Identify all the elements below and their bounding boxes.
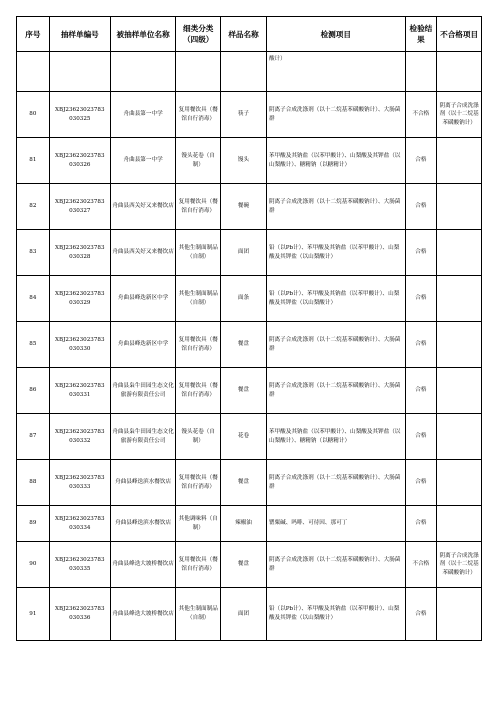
cell-code: XBJ23623023783 030336 [49,588,110,641]
table-row [17,138,482,184]
cell-result: 合格 [405,506,437,542]
cell-category: 馒头花卷（自制） [176,138,221,184]
table-row [17,414,482,460]
cell-seq: 84 [17,276,50,322]
header-sample: 样品名称 [221,17,267,52]
cell-seq: 87 [17,414,50,460]
cell-sample: 餐盘 [221,368,267,414]
cell-code: XBJ23623023783 030325 [49,92,110,138]
cell-sample: 餐盘 [221,322,267,368]
cell-fail [437,138,482,184]
cell-category: 馒头花卷（自制） [176,414,221,460]
cell-code: XBJ23623023783 030332 [49,414,110,460]
table-row [17,588,482,641]
cell-seq: 86 [17,368,50,414]
cell-fail: 阴离子合成洗涤剂（以十二烷基苯磺酸钠计） [437,542,482,588]
cell-category: 其他生制面制品（自制） [176,276,221,322]
cell-unit: 舟曲县峰迭新区中学 [110,322,175,368]
table-row [17,322,482,368]
cell-seq: 91 [17,588,50,641]
cell-items: 阴离子合成洗涤剂（以十二烷基苯磺酸钠计）、大肠菌群 [266,92,405,138]
cell-items: 苯甲酸及其钠盐（以苯甲酸计）、山梨酸及其钾盐（以山梨酸计）、糖精钠（以糖精计） [266,414,405,460]
cell-sample: 馒头 [221,138,267,184]
cell-result: 合格 [405,230,437,276]
cell-code: XBJ23623023783 030333 [49,460,110,506]
cell-seq: 85 [17,322,50,368]
cell-code [49,52,110,92]
cell-sample: 餐碗 [221,184,267,230]
cell-seq [17,52,50,92]
cell-code: XBJ23623023783 030329 [49,276,110,322]
cell-unit: 舟曲县峰迭大坡桥餐饮店 [110,588,175,641]
cell-items: 铅（以Pb计）、苯甲酸及其钠盐（以苯甲酸计）、山梨酸及其钾盐（以山梨酸计） [266,276,405,322]
table-row [17,276,482,322]
cell-unit: 舟曲县峰迭滨水餐饮店 [110,506,175,542]
table-row [17,542,482,588]
cell-seq: 89 [17,506,50,542]
cell-result: 合格 [405,460,437,506]
table-row [17,230,482,276]
header-code: 抽样单编号 [49,17,110,52]
cell-items: 铅（以Pb计）、苯甲酸及其钠盐（以苯甲酸计）、山梨酸及其钾盐（以山梨酸计） [266,230,405,276]
cell-items: 阴离子合成洗涤剂（以十二烷基苯磺酸钠计）、大肠菌群 [266,542,405,588]
cell-items: 铅（以Pb计）、苯甲酸及其钠盐（以苯甲酸计）、山梨酸及其钾盐（以山梨酸计） [266,588,405,641]
cell-category [176,52,221,92]
cell-unit: 舟曲县西关好又来餐饮店 [110,184,175,230]
cell-sample: 辣椒油 [221,506,267,542]
cell-fail [437,276,482,322]
header-fail: 不合格项目 [437,17,482,52]
cell-result: 合格 [405,322,437,368]
cell-items: 阴离子合成洗涤剂（以十二烷基苯磺酸钠计）、大肠菌群 [266,460,405,506]
cell-category: 其他生制面制品（自制） [176,588,221,641]
table-row [17,460,482,506]
cell-unit: 舟曲县第一中学 [110,92,175,138]
cell-unit: 舟曲县峰迭新区中学 [110,276,175,322]
header-category: 细类分类（四级） [176,17,221,52]
table-row [17,52,482,92]
cell-sample: 面团 [221,230,267,276]
cell-items: 阴离子合成洗涤剂（以十二烷基苯磺酸钠计）、大肠菌群 [266,184,405,230]
cell-sample: 面条 [221,276,267,322]
cell-category: 复用餐饮具（餐馆自行消毒） [176,542,221,588]
cell-items: 酸计） [266,52,405,92]
cell-seq: 88 [17,460,50,506]
cell-seq: 80 [17,92,50,138]
cell-sample [221,52,267,92]
cell-code: XBJ23623023783 030326 [49,138,110,184]
cell-fail [437,184,482,230]
cell-result: 不合格 [405,542,437,588]
cell-seq: 83 [17,230,50,276]
cell-category: 复用餐饮具（餐馆自行消毒） [176,460,221,506]
cell-sample: 花卷 [221,414,267,460]
cell-result [405,52,437,92]
cell-sample: 餐盘 [221,542,267,588]
cell-result: 合格 [405,588,437,641]
cell-code: XBJ23623023783 030334 [49,506,110,542]
cell-unit: 舟曲县枭牛田园生态文化旅游有限责任公司 [110,368,175,414]
cell-category: 复用餐饮具（餐馆自行消毒） [176,92,221,138]
table-row [17,184,482,230]
cell-unit: 舟曲县第一中学 [110,138,175,184]
cell-fail [437,368,482,414]
cell-result: 合格 [405,414,437,460]
header-items: 检测项目 [266,17,405,52]
cell-seq: 81 [17,138,50,184]
cell-result: 不合格 [405,92,437,138]
cell-fail [437,322,482,368]
cell-fail [437,52,482,92]
cell-code: XBJ23623023783 030327 [49,184,110,230]
cell-items: 罂粟碱、吗啡、可待因、那可丁 [266,506,405,542]
header-result: 检验结果 [405,17,437,52]
cell-unit: 舟曲县峰迭大坡桥餐饮店 [110,542,175,588]
cell-code: XBJ23623023783 030330 [49,322,110,368]
cell-sample: 面团 [221,588,267,641]
table-row [17,506,482,542]
cell-fail: 阴离子合成洗涤剂（以十二烷基苯磺酸钠计） [437,92,482,138]
cell-sample: 筷子 [221,92,267,138]
cell-result: 合格 [405,368,437,414]
cell-fail [437,230,482,276]
cell-category: 其他调味料（自制） [176,506,221,542]
cell-result: 合格 [405,138,437,184]
cell-unit: 舟曲县西关好又来餐饮店 [110,230,175,276]
cell-fail [437,588,482,641]
cell-sample: 餐盘 [221,460,267,506]
inspection-table [16,16,482,641]
cell-seq: 82 [17,184,50,230]
cell-unit: 舟曲县峰迭滨水餐饮店 [110,460,175,506]
table-row [17,92,482,138]
cell-unit [110,52,175,92]
cell-category: 复用餐饮具（餐馆自行消毒） [176,368,221,414]
cell-category: 复用餐饮具（餐馆自行消毒） [176,322,221,368]
cell-fail [437,506,482,542]
cell-category: 其他生制面制品（自制） [176,230,221,276]
cell-items: 苯甲酸及其钠盐（以苯甲酸计）、山梨酸及其钾盐（以山梨酸计）、糖精钠（以糖精计） [266,138,405,184]
cell-fail [437,414,482,460]
cell-category: 复用餐饮具（餐馆自行消毒） [176,184,221,230]
cell-code: XBJ23623023783 030331 [49,368,110,414]
table-row [17,368,482,414]
cell-items: 阴离子合成洗涤剂（以十二烷基苯磺酸钠计）、大肠菌群 [266,368,405,414]
cell-unit: 舟曲县枭牛田园生态文化旅游有限责任公司 [110,414,175,460]
header-seq: 序号 [17,17,50,52]
table-header-row [17,17,482,52]
cell-fail [437,460,482,506]
cell-seq: 90 [17,542,50,588]
cell-code: XBJ23623023783 030335 [49,542,110,588]
cell-result: 合格 [405,184,437,230]
cell-result: 合格 [405,276,437,322]
cell-code: XBJ23623023783 030328 [49,230,110,276]
cell-items: 阴离子合成洗涤剂（以十二烷基苯磺酸钠计）、大肠菌群 [266,322,405,368]
header-unit: 被抽样单位名称 [110,17,175,52]
